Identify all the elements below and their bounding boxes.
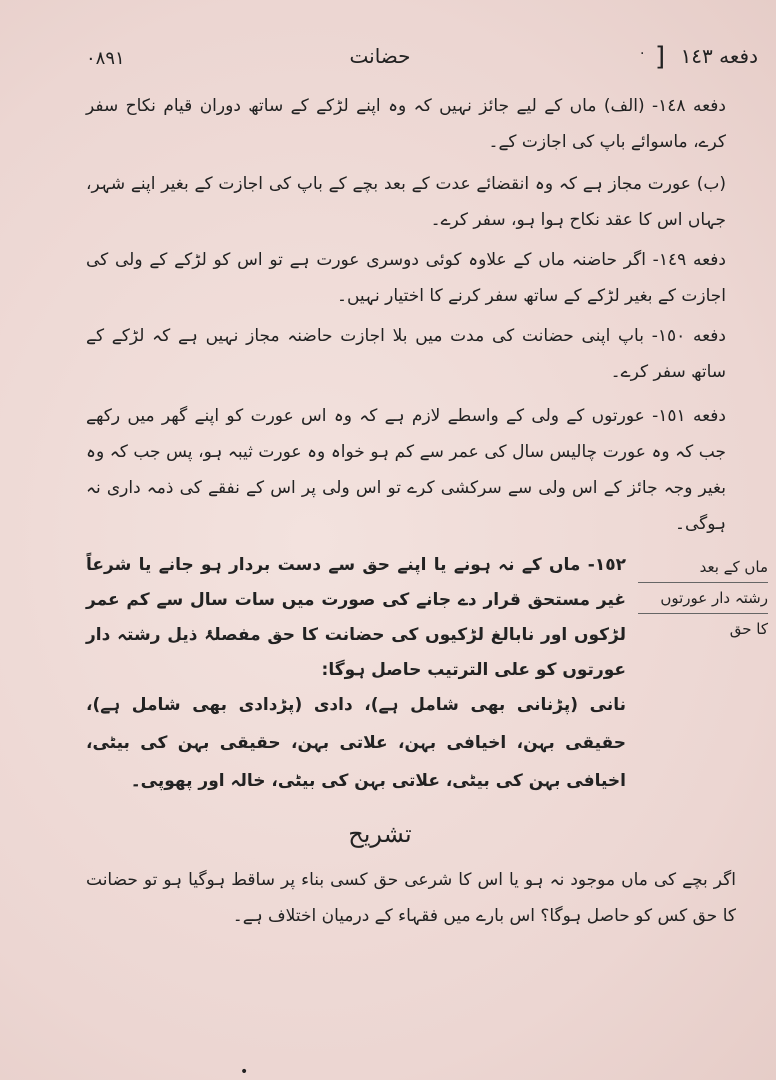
paragraph-section-151: دفعه ١٥١- عورتوں کے ولی کے واسطے لازم ہے کہ وہ اس عورت کو اپنے گھر میں رکھے جب کہ وہ عورت چالیس سال کی عمر سے کم ہو خواہ وہ عورت ثیبہ ہو، پس جب کہ وہ بغیر وجہ جائز کے اس ولی سے سرکشی کرے تو اس ولی پر اس کے نفقے کی ذمہ داری نہ ہوگی۔ — [86, 406, 726, 534]
page-number: ٠٨٩١ — [86, 48, 125, 69]
margin-note-line: رشتہ دار عورتوں — [638, 583, 768, 614]
commentary-heading: تشریح — [348, 820, 412, 848]
paragraph-section-150: دفعه ١٥٠- باپ اپنی حضانت کی مدت میں بلا اجازت حاضنہ مجاز نہیں ہے کہ لڑکے کے ساتھ سفر کرے۔ — [86, 326, 727, 382]
paragraph-section-152: ١٥٢- ماں کے نہ ہونے یا اپنے حق سے دست بردار ہو جانے یا شرعاً غیر مستحق قرار دے جانے کی صورت میں سات سال سے کم عمر لڑکوں اور نابالغ لڑکیوں کی حضانت کا حق مفصلۂ ذیل رشتہ دار عورتوں کو علی الترتیب حاصل ہوگا: — [86, 555, 626, 680]
paragraph-section-148a: دفعه ١٤٨- (الف) ماں کے لیے جائز نہیں کہ وہ اپنے لڑکے کے ساتھ دوران قیام نکاح سفر کرے، ماسوائے باپ کی اجازت کے۔ — [86, 96, 726, 152]
margin-note-line: کا حق — [729, 620, 768, 638]
page-title: حضانت — [349, 44, 411, 68]
paragraph-section-149: دفعه ١٤٩- اگر حاضنہ ماں کے علاوہ کوئی دوسری عورت ہے تو اس کو لڑکے کے ولی کی اجازت کے بغیر لڑکے کے ساتھ سفر کرنے کا اختیار نہیں۔ — [86, 250, 726, 306]
header-dot: · — [640, 46, 645, 62]
margin-note — [638, 552, 768, 644]
margin-note-line: ماں کے بعد — [638, 552, 768, 583]
section-label: دفعه ١٤٣ — [680, 44, 758, 68]
footer-dot: • — [240, 1064, 249, 1080]
page-header — [0, 42, 776, 82]
commentary-text: اگر بچے کی ماں موجود نہ ہو یا اس کا شرعی حق کسی بناء پر ساقط ہوگیا ہو تو حضانت کا حق کس کو حاصل ہوگا؟ اس بارے میں فقہاء کے درمیان اختلاف ہے۔ — [86, 870, 736, 926]
header-bracket: ] — [655, 42, 666, 72]
relatives-list: نانی (پڑنانی بھی شامل ہے)، دادی (پڑدادی بھی شامل ہے)، حقیقی بہن، اخیافی بہن، علاتی بہن، حقیقی بہن کی بیٹی، اخیافی بہن کی بیٹی، علاتی بہن کی بیٹی، خالہ اور پھوپی۔ — [86, 695, 626, 791]
paragraph-section-148b: (ب) عورت مجاز ہے کہ وہ انقضائے عدت کے بعد بچے کے باپ کی اجازت کے بغیر اپنے شہر، جہاں اس کا عقد نکاح ہوا ہو، سفر کرے۔ — [86, 174, 726, 230]
